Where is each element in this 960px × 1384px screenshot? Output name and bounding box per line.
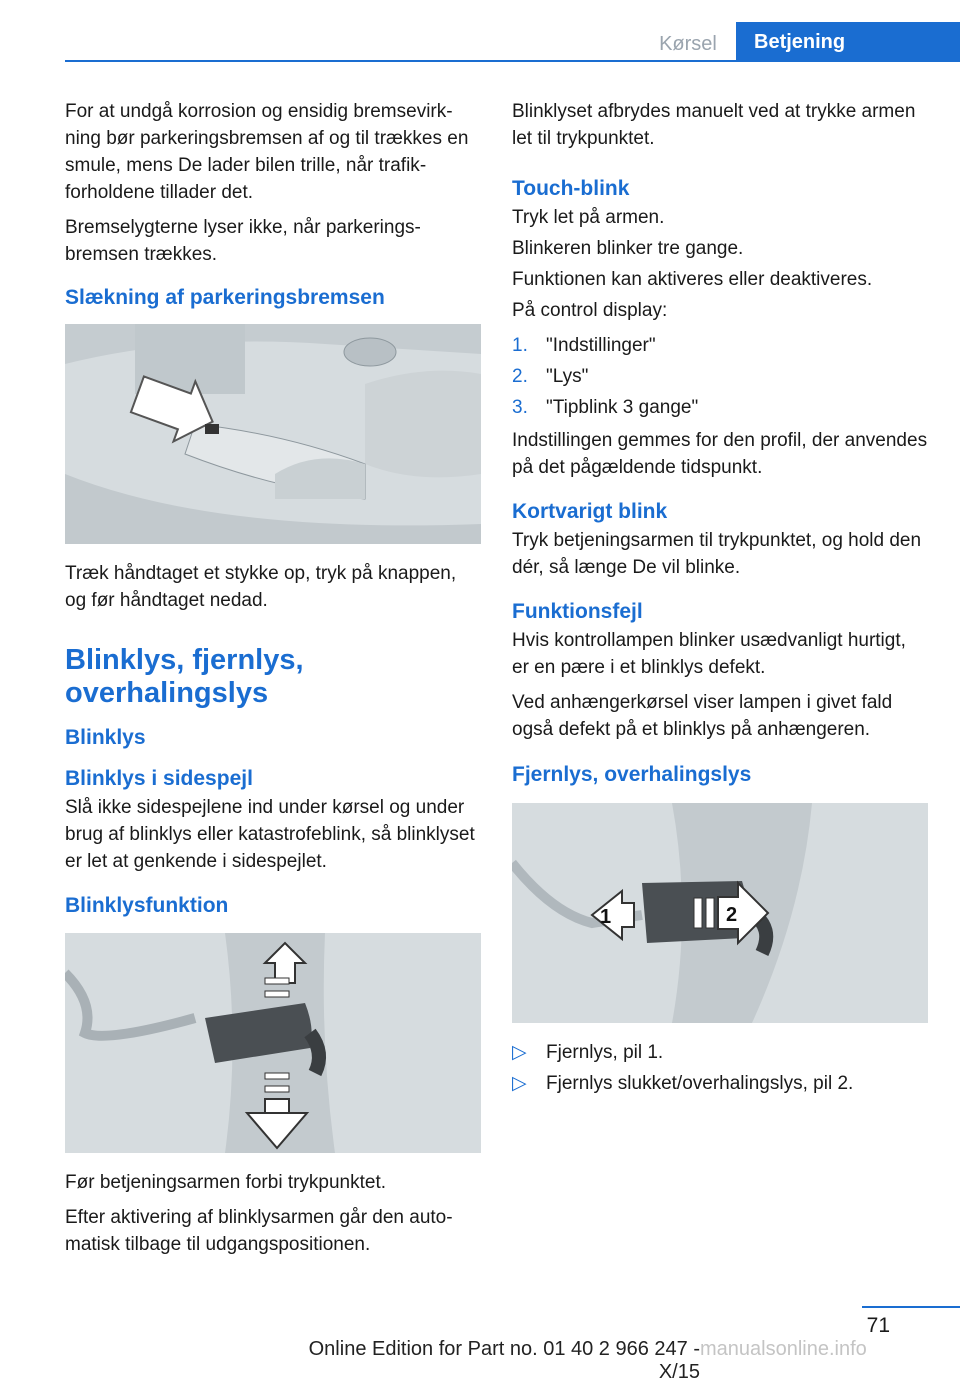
heading-blinklysfunktion: Blinklysfunktion	[65, 894, 229, 917]
left-column	[65, 98, 481, 1266]
heading-funktionsfejl: Funktionsfejl	[512, 600, 643, 623]
funktion-paragraph-2: Efter aktivering af blinklysarmen går den automatisk tilbage til udgangspositionen.	[65, 1207, 453, 1255]
manual-cancel-paragraph: Blinklyset afbrydes manuelt ved at trykke armen let til trykpunktet.	[512, 101, 916, 149]
funktion-paragraph-1: Før betjeningsarmen forbi trykpunktet.	[65, 1172, 387, 1193]
footer-rule	[862, 1306, 960, 1308]
bullet-text: Fjernlys slukket/overhalingslys, pil 2.	[546, 1073, 854, 1094]
heading-blinklys: Blinklys	[65, 726, 146, 749]
page-header	[0, 0, 960, 62]
page-number: 71	[866, 1314, 890, 1337]
touch-paragraph-3: Funktionen kan aktiveres eller deaktiveres.	[512, 269, 873, 290]
fejl-paragraph-1: Hvis kontrollampen blinker usædvanligt hurtigt, er en pære i et blinklys defekt.	[512, 630, 906, 678]
bullet-text: Fjernlys, pil 1.	[546, 1042, 664, 1063]
watermark: manualsonline.info	[700, 1338, 867, 1360]
step-number: 2.	[512, 366, 528, 387]
heading-fjernlys: Fjernlys, overhalingslys	[512, 763, 752, 786]
kortvarigt-paragraph: Tryk betjeningsarmen til trykpunktet, og hold den dér, så længe De vil blinke.	[512, 530, 922, 578]
step-text: "Tipblink 3 gange"	[546, 397, 699, 418]
right-column	[512, 98, 928, 1103]
edition-note: Online Edition for Part no. 01 40 2 966 247 - X/15	[308, 1338, 700, 1383]
section-tab-korsel[interactable]: Kørsel	[659, 33, 717, 55]
turn-signal-lever-illustration	[65, 933, 481, 1153]
touch-paragraph-4: På control display:	[512, 300, 668, 321]
release-instruction: Træk håndtaget et stykke op, tryk på knappen, og før håndtaget nedad.	[65, 563, 457, 611]
step-number: 1.	[512, 335, 528, 356]
list-item	[512, 1039, 928, 1066]
high-beam-lever-illustration	[512, 803, 928, 1023]
heading-blinklys-sidespejl: Blinklys i sidespejl	[65, 767, 253, 790]
step-number: 3.	[512, 397, 528, 418]
step-text: "Lys"	[546, 366, 589, 387]
arrow-label-2: 2	[726, 904, 738, 926]
fejl-paragraph-2: Ved anhængerkørsel viser lampen i givet fald også defekt på et blinklys på anhængeren.	[512, 692, 893, 740]
setting-saved-paragraph: Indstillingen gemmes for den profil, der anvendes på det pågældende tidspunkt.	[512, 430, 928, 478]
chapter-heading: Blinklys, fjernlys, overhalingslys	[65, 644, 304, 709]
touch-paragraph-1: Tryk let på armen.	[512, 207, 665, 228]
bullet-triangle-icon: ▷	[512, 1073, 527, 1094]
heading-release-parking-brake: Slækning af parkeringsbremsen	[65, 286, 385, 309]
step-text: "Indstillinger"	[546, 335, 656, 356]
settings-steps-list	[512, 332, 928, 421]
header-rule	[65, 60, 960, 62]
touch-paragraph-2: Blinkeren blinker tre gange.	[512, 238, 744, 259]
bullet-triangle-icon: ▷	[512, 1042, 527, 1063]
high-beam-bullet-list	[512, 1039, 928, 1097]
heading-touch-blink: Touch-blink	[512, 177, 630, 200]
list-item	[512, 394, 928, 421]
list-item	[512, 332, 928, 359]
arrow-label-1: 1	[600, 906, 612, 928]
list-item	[512, 1070, 928, 1097]
section-tab-betjening[interactable]: Betjening	[736, 22, 960, 62]
list-item	[512, 363, 928, 390]
parking-brake-illustration	[65, 324, 481, 544]
heading-kortvarigt-blink: Kortvarigt blink	[512, 500, 668, 523]
intro-paragraph-2: Bremselygterne lyser ikke, når parkeringsbremsen trækkes.	[65, 217, 421, 265]
sidespejl-paragraph: Slå ikke sidespejlene ind under kørsel og under brug af blinklys eller katastrofeblink, så blinklyset er let at genkende i sidespejlet.	[65, 797, 475, 872]
intro-paragraph-1: For at undgå korrosion og ensidig bremsevirkning bør parkeringsbremsen af og til trækkes en smule, mens De lader bilen trille, når trafikforholdene tillader det.	[65, 101, 469, 203]
